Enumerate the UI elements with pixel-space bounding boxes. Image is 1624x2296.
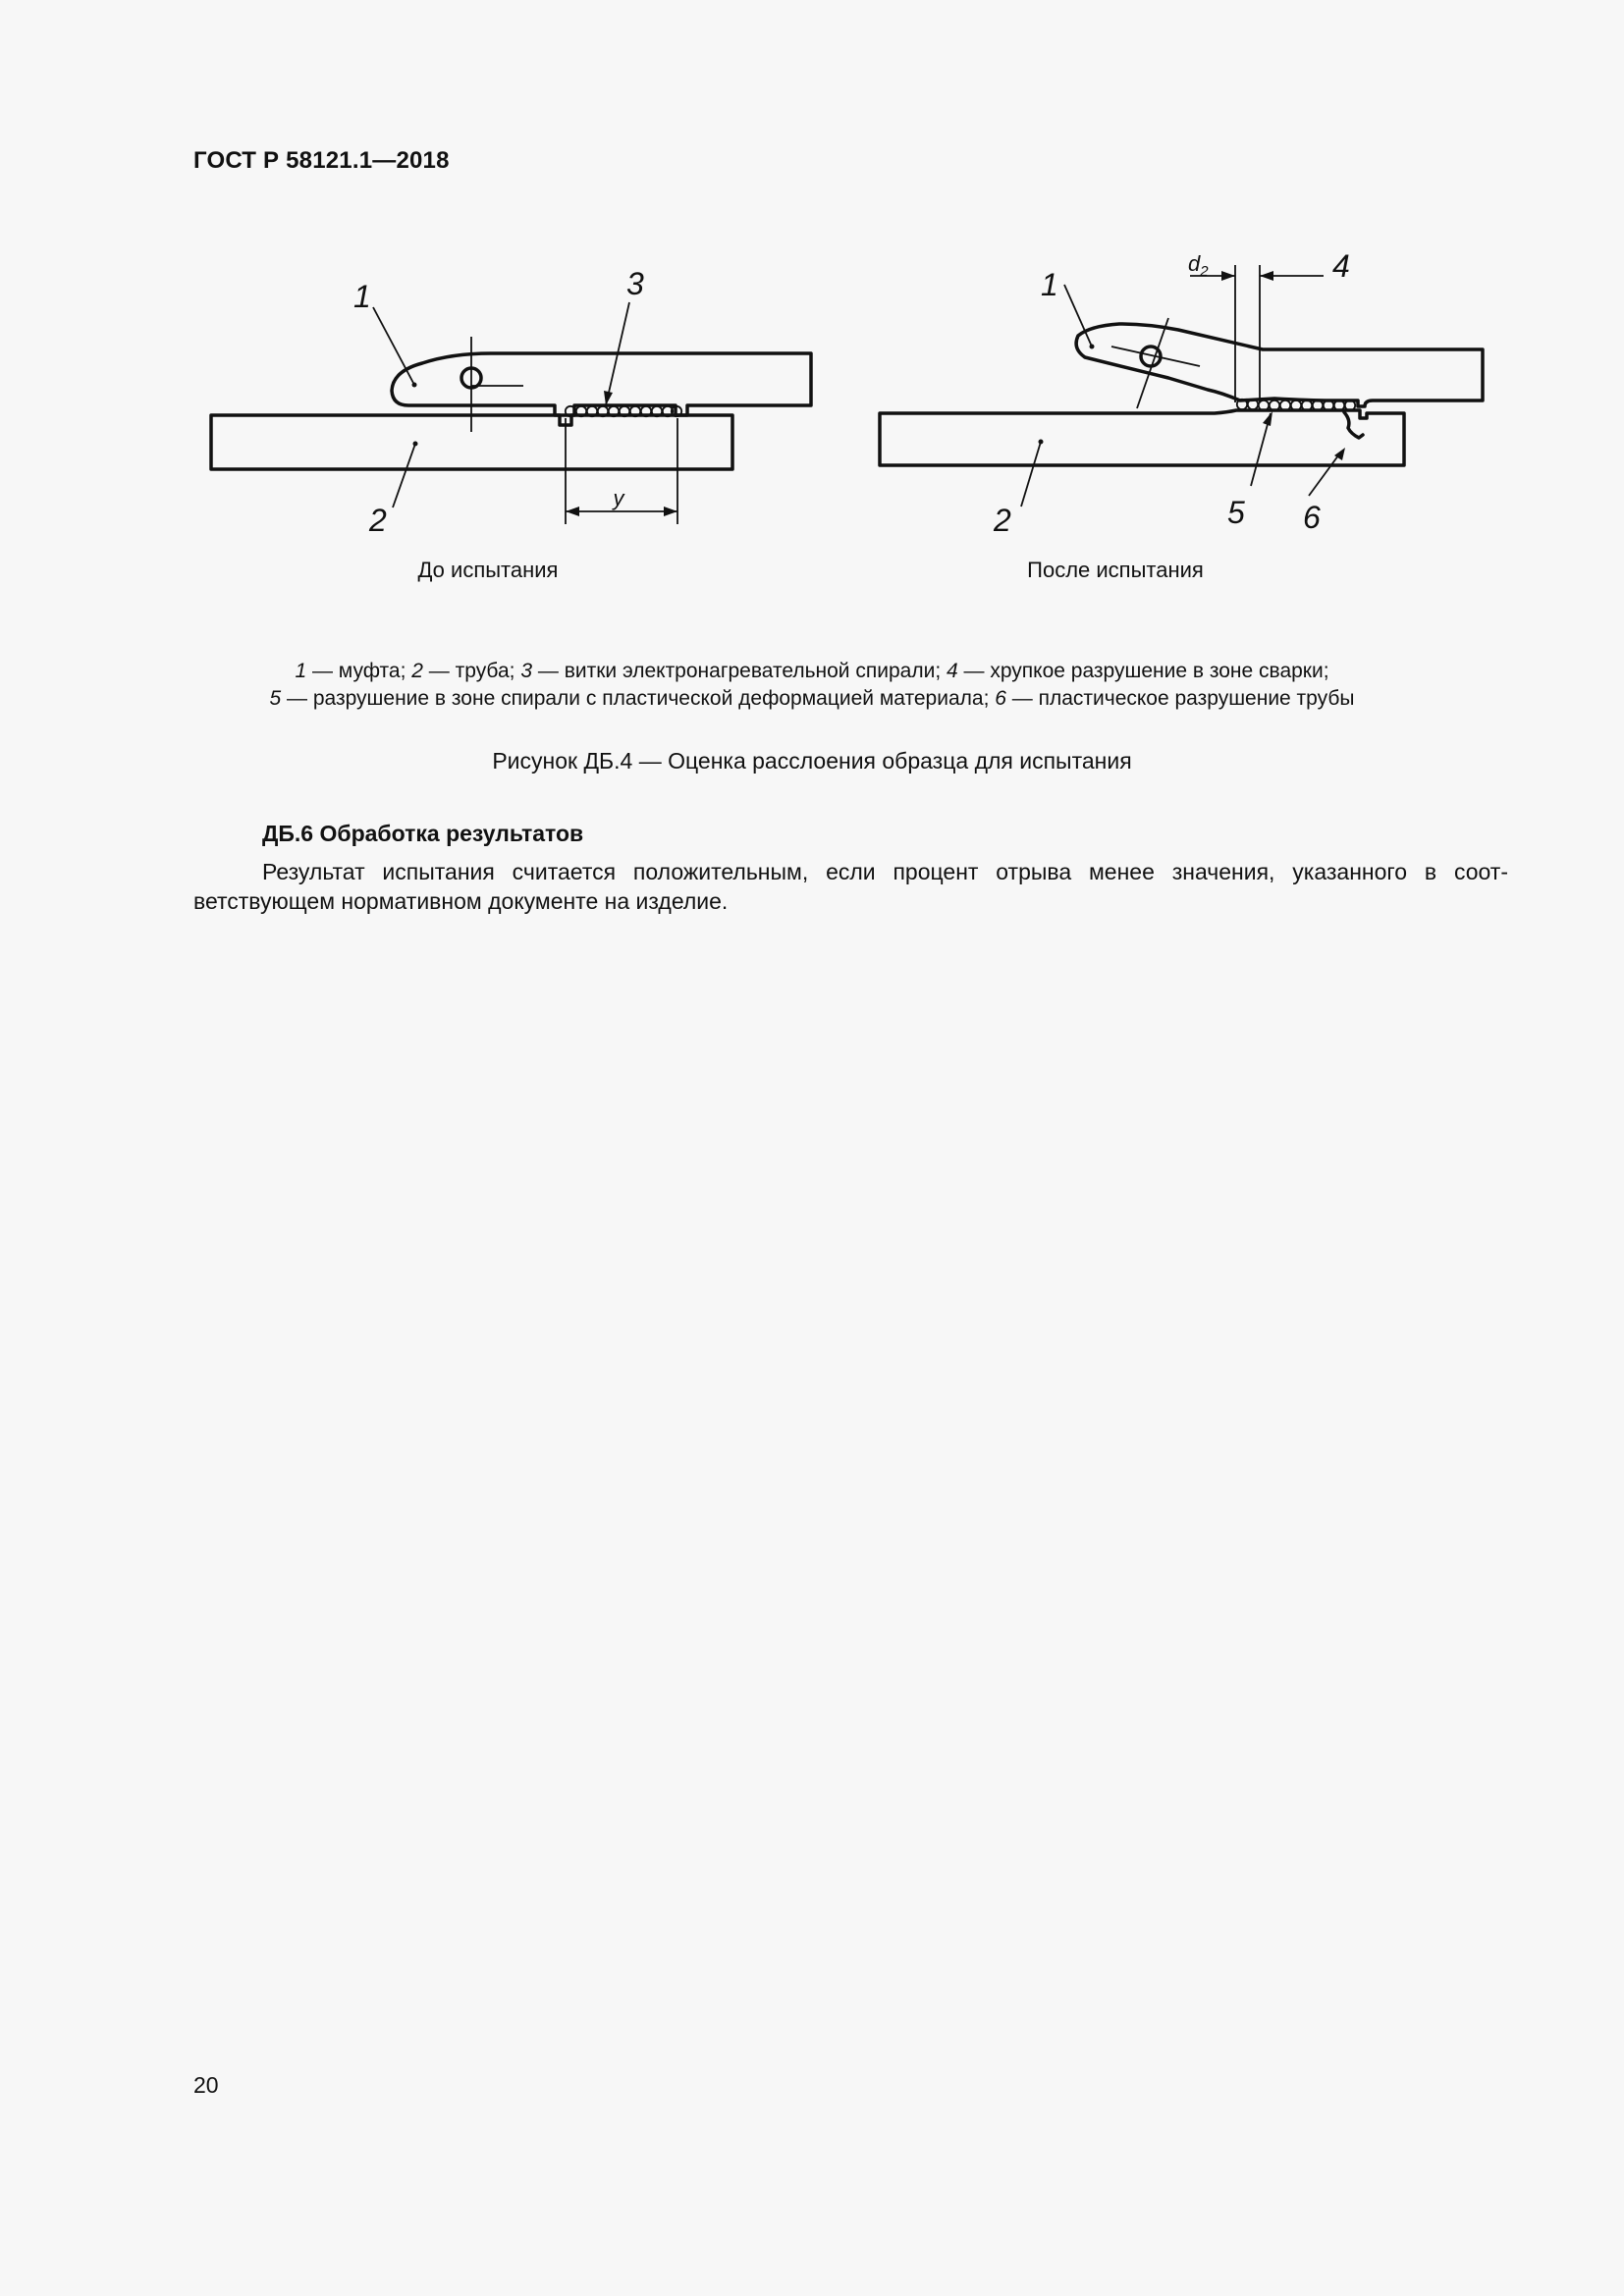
label-coils-before: 3 bbox=[626, 266, 644, 301]
legend-num: 1 bbox=[295, 660, 307, 682]
legend-num: 2 bbox=[411, 660, 423, 682]
document-header: ГОСТ Р 58121.1—2018 bbox=[193, 147, 450, 174]
legend-text: — разрушение в зоне спирали с пластической деформацией материала; bbox=[281, 687, 996, 710]
legend-text: — витки электронагревательной спирали; bbox=[532, 660, 947, 682]
svg-text:d2 bbox=[1188, 251, 1209, 280]
legend-text: — хрупкое разрушение в зоне сварки; bbox=[957, 660, 1329, 682]
legend-text: — муфта; bbox=[306, 660, 412, 682]
label-pipe-after: 2 bbox=[994, 503, 1011, 538]
legend-num: 3 bbox=[520, 660, 533, 682]
coupling-after bbox=[1076, 324, 1483, 406]
legend-line-2 bbox=[157, 685, 1467, 713]
legend-num: 4 bbox=[947, 660, 958, 682]
legend-num: 5 bbox=[269, 687, 282, 710]
legend-text: — труба; bbox=[422, 660, 521, 682]
figure-legend bbox=[157, 658, 1467, 713]
section-heading: ДБ.6 Обработка результатов bbox=[262, 821, 584, 846]
legend-line-1 bbox=[157, 658, 1467, 685]
figure-db4 bbox=[0, 245, 1624, 609]
label-pipe-before: 2 bbox=[369, 503, 387, 538]
label-coil-zone-after: 5 bbox=[1227, 495, 1245, 530]
label-d2-base: d bbox=[1188, 251, 1201, 276]
figure-title: Рисунок ДБ.4 — Оценка расслоения образца для испытания bbox=[492, 748, 1132, 774]
label-coupling-before: 1 bbox=[353, 279, 371, 314]
legend-text: — пластическое разрушение трубы bbox=[1005, 687, 1355, 710]
label-pipe-fracture-after: 6 bbox=[1303, 500, 1321, 535]
caption-before-test: До испытания bbox=[417, 558, 559, 582]
label-d2-sub: 2 bbox=[1200, 263, 1209, 280]
page-number: 20 bbox=[193, 2072, 219, 2098]
diagram-before-test bbox=[211, 266, 811, 538]
legend-num: 6 bbox=[995, 687, 1006, 710]
diagram-after-test bbox=[880, 248, 1483, 538]
caption-after-test: После испытания bbox=[1027, 558, 1204, 582]
section-paragraph: Результат испытания считается положительным, если процент отрыва менее значения, указанного в соответствующем нормативном документе на изделие. bbox=[193, 859, 1508, 914]
label-brittle-after: 4 bbox=[1332, 248, 1350, 284]
pipe-after bbox=[880, 410, 1404, 465]
dimension-y-label: y bbox=[613, 486, 624, 510]
label-coupling-after: 1 bbox=[1041, 267, 1058, 302]
